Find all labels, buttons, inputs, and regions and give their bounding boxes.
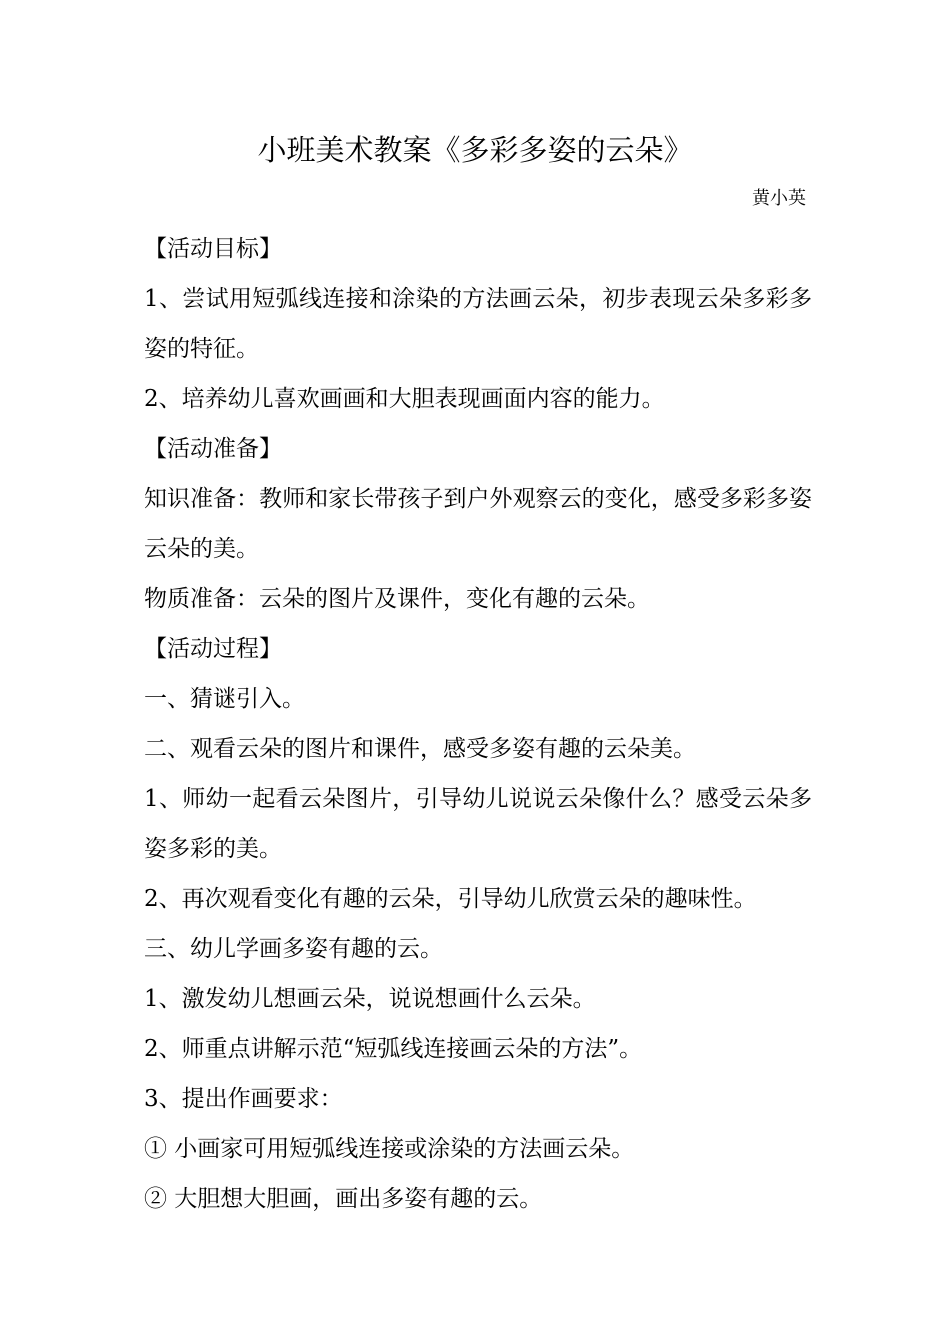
process-step-3: 三、幼儿学画多姿有趣的云。: [144, 936, 443, 962]
process-step-1: 一、猜谜引入。: [144, 686, 305, 712]
process-step-3-item-2: 2、师重点讲解示范“短弧线连接画云朵的方法”。: [144, 1036, 643, 1062]
preparation-knowledge: 知识准备：教师和家长带孩子到户外观察云的变化，感受多彩多姿云朵的美。: [144, 486, 812, 562]
document-body: [144, 224, 812, 1224]
preparation-materials: 物质准备：云朵的图片及课件，变化有趣的云朵。: [144, 586, 650, 612]
process-step-3-item-3: 3、提出作画要求：: [144, 1086, 343, 1112]
section-heading-preparation: 【活动准备】: [144, 436, 282, 462]
process-step-2: 二、观看云朵的图片和课件，感受多姿有趣的云朵美。: [144, 736, 696, 762]
goal-item-2: 2、培养幼儿喜欢画画和大胆表现画面内容的能力。: [144, 386, 665, 412]
requirement-item-1: ① 小画家可用短弧线连接或涂染的方法画云朵。: [144, 1136, 635, 1162]
document-author: 黄小英: [752, 188, 806, 209]
section-heading-process: 【活动过程】: [144, 636, 282, 662]
goal-item-1: 1、尝试用短弧线连接和涂染的方法画云朵，初步表现云朵多彩多姿的特征。: [144, 286, 812, 362]
process-step-3-item-1: 1、激发幼儿想画云朵，说说想画什么云朵。: [144, 986, 596, 1012]
requirement-item-2: ② 大胆想大胆画，画出多姿有趣的云。: [144, 1186, 543, 1212]
process-step-2-item-2: 2、再次观看变化有趣的云朵，引导幼儿欣赏云朵的趣味性。: [144, 886, 757, 912]
section-heading-goals: 【活动目标】: [144, 236, 282, 262]
process-step-2-item-1: 1、师幼一起看云朵图片，引导幼儿说说云朵像什么？感受云朵多姿多彩的美。: [144, 786, 812, 862]
document-title: 小班美术教案《多彩多姿的云朵》: [257, 133, 693, 167]
